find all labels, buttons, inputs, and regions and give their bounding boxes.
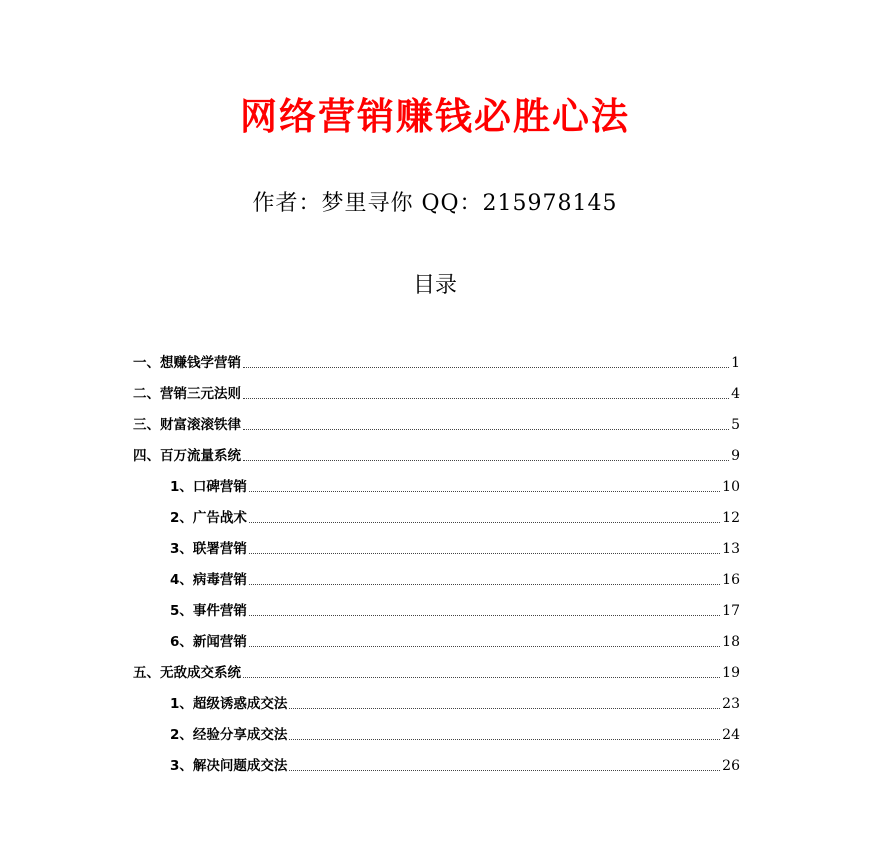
table-of-contents [133,341,740,775]
toc-entry-label: 3、联署营销 [170,541,247,557]
toc-entry-page: 5 [731,417,740,433]
toc-entry-page: 13 [722,541,740,557]
toc-subentry[interactable] [133,496,740,527]
toc-entry-label: 6、新闻营销 [170,634,247,650]
toc-entry[interactable] [133,372,740,403]
toc-subentry[interactable] [133,620,740,651]
toc-entry-label: 五、无敌成交系统 [133,665,241,681]
toc-entry[interactable] [133,403,740,434]
toc-leader-dots [249,552,720,554]
toc-entry-page: 10 [722,479,740,495]
toc-leader-dots [243,366,729,368]
toc-entry-page: 23 [722,696,740,712]
toc-entry[interactable] [133,434,740,465]
toc-leader-dots [249,645,720,647]
toc-subentry[interactable] [133,558,740,589]
toc-entry-page: 17 [722,603,740,619]
toc-entry[interactable] [133,651,740,682]
toc-entry-label: 2、广告战术 [170,510,247,526]
toc-leader-dots [243,459,729,461]
toc-entry-page: 26 [722,758,740,774]
toc-entry-label: 三、财富滚滚铁律 [133,417,241,433]
toc-entry-page: 12 [722,510,740,526]
toc-subentry[interactable] [133,713,740,744]
toc-leader-dots [289,738,720,740]
toc-heading: 目录 [412,273,457,298]
toc-entry-page: 9 [731,448,740,464]
toc-entry-page: 4 [731,386,740,402]
toc-subentry[interactable] [133,744,740,775]
toc-subentry[interactable] [133,682,740,713]
toc-entry-label: 3、解决问题成交法 [170,758,288,774]
toc-leader-dots [249,521,720,523]
toc-entry-label: 5、事件营销 [170,603,247,619]
toc-subentry[interactable] [133,589,740,620]
toc-subentry[interactable] [133,527,740,558]
toc-entry-page: 24 [722,727,740,743]
toc-entry-page: 18 [722,634,740,650]
toc-leader-dots [243,676,720,678]
toc-entry-label: 二、营销三元法则 [133,386,241,402]
toc-entry-label: 4、病毒营销 [170,572,247,588]
toc-leader-dots [249,583,720,585]
toc-entry-page: 16 [722,572,740,588]
toc-entry-label: 四、百万流量系统 [133,448,241,464]
toc-leader-dots [289,707,720,709]
document-title: 网络营销赚钱必胜心法 [240,95,630,138]
toc-entry-label: 1、口碑营销 [170,479,247,495]
toc-leader-dots [243,397,729,399]
toc-entry[interactable] [133,341,740,372]
author-line: 作者：梦里寻你 QQ：215978145 [252,191,618,216]
toc-entry-label: 1、超级诱惑成交法 [170,696,288,712]
toc-subentry[interactable] [133,465,740,496]
toc-leader-dots [249,490,720,492]
toc-leader-dots [243,428,729,430]
toc-leader-dots [249,614,720,616]
toc-entry-page: 1 [731,355,740,371]
toc-entry-page: 19 [722,665,740,681]
toc-entry-label: 一、想赚钱学营销 [133,355,241,371]
toc-leader-dots [289,769,720,771]
toc-entry-label: 2、经验分享成交法 [170,727,288,743]
